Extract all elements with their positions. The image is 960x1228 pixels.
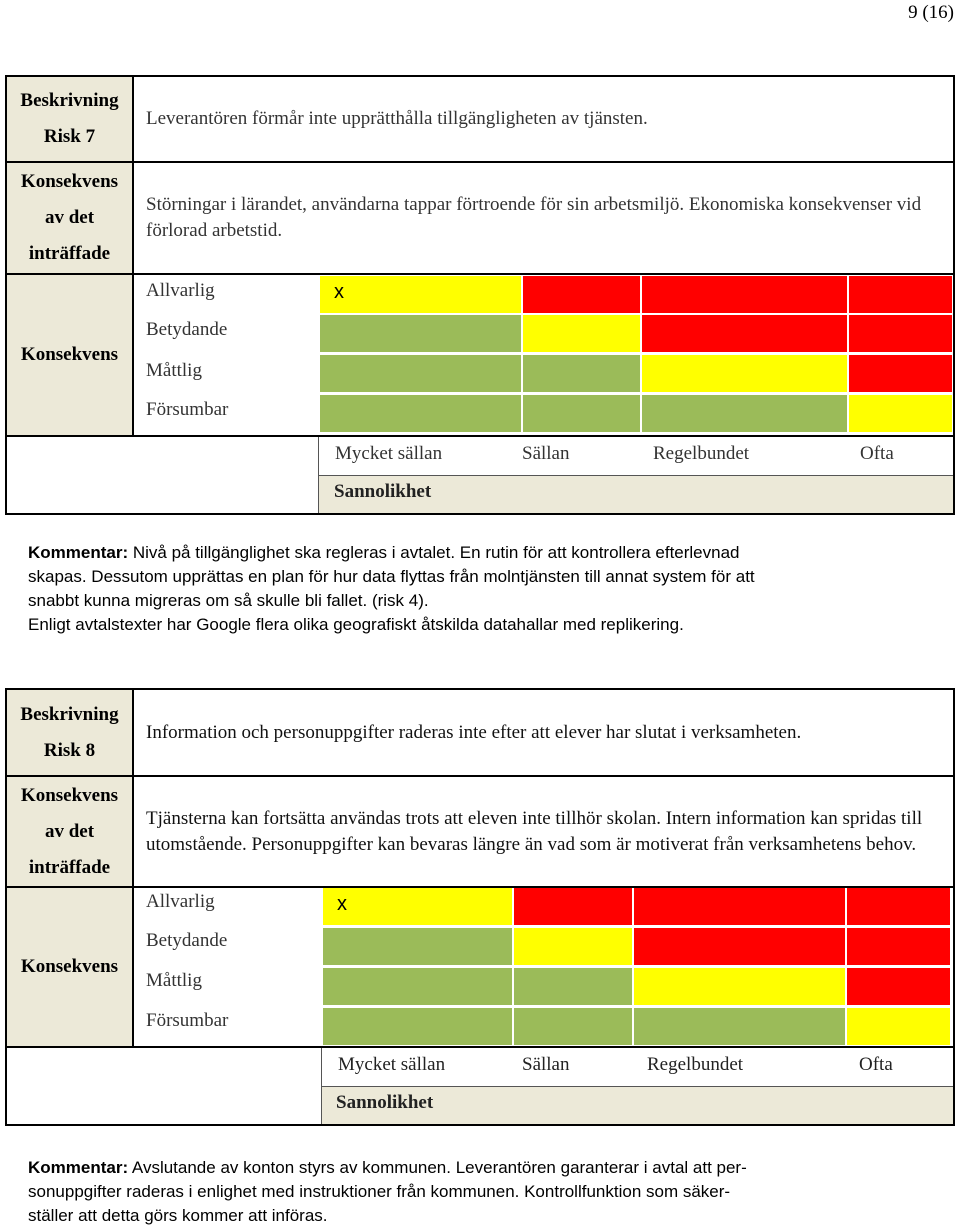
- description-header: [6, 76, 133, 162]
- comment-risk-7: [28, 541, 928, 637]
- matrix-cell: [323, 1008, 512, 1045]
- severity-label: Betydande: [146, 319, 228, 340]
- severity-label: Allvarlig: [146, 891, 215, 912]
- comment-text: snabbt kunna migreras om så skulle bli fallet. (risk 4).: [28, 591, 429, 610]
- likelihood-axis-title: Sannolikhet: [336, 1092, 434, 1113]
- consequence-header: [6, 776, 133, 887]
- empty-cell: [6, 1047, 133, 1125]
- matrix-header: Konsekvens: [6, 274, 133, 436]
- risk-number: Risk 8: [43, 739, 96, 761]
- severity-label: Försumbar: [146, 399, 229, 420]
- likelihood-label: Sällan: [522, 443, 570, 464]
- matrix-cell: [847, 888, 950, 925]
- matrix-cell: [523, 276, 640, 313]
- comment-label: Kommentar:: [28, 543, 129, 562]
- empty-cell: [6, 436, 133, 514]
- likelihood-label: Mycket sällan: [335, 443, 443, 464]
- page-number: 9 (16): [908, 2, 954, 23]
- comment-label: Kommentar:: [28, 1158, 129, 1177]
- matrix-cell: [849, 276, 952, 313]
- likelihood-axis: [133, 436, 954, 514]
- matrix-cell: [849, 315, 952, 352]
- matrix-cell: [642, 395, 847, 432]
- severity-label: Försumbar: [146, 1010, 229, 1031]
- matrix-header: Konsekvens: [6, 887, 133, 1047]
- likelihood-label: Ofta: [859, 1054, 893, 1075]
- matrix-cell: [642, 355, 847, 392]
- matrix-cell: [320, 276, 521, 313]
- description-header: [6, 689, 133, 776]
- comment-risk-8: [28, 1156, 928, 1228]
- matrix-cell: [847, 1008, 950, 1045]
- matrix-cell: [320, 315, 521, 352]
- matrix-cell: [849, 355, 952, 392]
- matrix-grid: [134, 888, 953, 1046]
- divider: [318, 437, 319, 475]
- matrix-cell: [642, 276, 847, 313]
- divider: [321, 1048, 322, 1086]
- matrix-cell: [320, 395, 521, 432]
- consequence-header-line: Konsekvens: [20, 784, 119, 806]
- comment-text: ställer att detta görs kommer att införas.: [28, 1206, 328, 1225]
- matrix-cell: [323, 968, 512, 1005]
- consequence-header-line: Konsekvens: [20, 171, 119, 192]
- matrix-cell: [642, 315, 847, 352]
- likelihood-axis-title: Sannolikhet: [334, 481, 432, 502]
- comment-text: Avslutande av konton styrs av kommunen. Leverantören garanterar i avtal att per-: [128, 1158, 747, 1177]
- consequence-text: Tjänsterna kan fortsätta användas trots att eleven inte tillhör skolan. Intern information kan spridas till utomstående. Personuppgifter kan bevaras längre än vad som är motiverat från verksamhetens behov.: [133, 776, 954, 887]
- matrix-cell: [634, 1008, 845, 1045]
- likelihood-axis: [133, 1047, 954, 1125]
- likelihood-label: Sällan: [522, 1054, 570, 1075]
- matrix-cell: [634, 928, 845, 965]
- matrix-cell: [523, 355, 640, 392]
- risk-mark: x: [337, 893, 347, 915]
- matrix-cell: [847, 928, 950, 965]
- matrix-cell: [323, 888, 512, 925]
- matrix-cell: [847, 968, 950, 1005]
- consequence-header-line: inträffade: [28, 856, 111, 878]
- matrix-grid: [134, 275, 953, 435]
- likelihood-label: Regelbundet: [647, 1054, 744, 1075]
- comment-text: Nivå på tillgänglighet ska regleras i avtalet. En rutin för att kontrollera efterlevnad: [128, 543, 740, 562]
- matrix-cell: [523, 315, 640, 352]
- consequence-header-line: inträffade: [28, 243, 111, 264]
- description-title: Beskrivning: [20, 90, 119, 111]
- comment-text: Enligt avtalstexter har Google flera olika geografiskt åtskilda datahallar med replikering.: [28, 615, 684, 634]
- risk-7-table: [5, 75, 955, 515]
- consequence-header-line: av det: [44, 207, 95, 228]
- matrix-cell: [849, 395, 952, 432]
- risk-matrix: [133, 274, 954, 436]
- consequence-text: Störningar i lärandet, användarna tappar förtroende för sin arbetsmiljö. Ekonomiska konsekvenser vid förlorad arbetstid.: [133, 162, 954, 274]
- likelihood-label: Ofta: [860, 443, 894, 464]
- consequence-header-line: av det: [44, 820, 95, 842]
- risk-number: Risk 7: [43, 126, 96, 147]
- risk-matrix: [133, 887, 954, 1047]
- consequence-header: [6, 162, 133, 274]
- matrix-cell: [514, 928, 632, 965]
- matrix-cell: [514, 968, 632, 1005]
- matrix-cell: [634, 968, 845, 1005]
- likelihood-label: Regelbundet: [653, 443, 750, 464]
- matrix-cell: [514, 888, 632, 925]
- matrix-cell: [523, 395, 640, 432]
- severity-label: Betydande: [146, 930, 228, 951]
- likelihood-label: Mycket sällan: [338, 1054, 446, 1075]
- risk-8-table: [5, 688, 955, 1126]
- description-title: Beskrivning: [20, 703, 119, 725]
- risk-mark: x: [334, 281, 344, 303]
- severity-label: Måttlig: [146, 360, 202, 381]
- matrix-cell: [323, 928, 512, 965]
- risk-description: Leverantören förmår inte upprätthålla tillgängligheten av tjänsten.: [133, 76, 954, 162]
- matrix-cell: [634, 888, 845, 925]
- severity-label: Allvarlig: [146, 280, 215, 301]
- matrix-cell: [514, 1008, 632, 1045]
- severity-label: Måttlig: [146, 970, 202, 991]
- comment-text: sonuppgifter raderas i enlighet med instruktioner från kommunen. Kontrollfunktion som säker-: [28, 1182, 731, 1201]
- matrix-cell: [320, 355, 521, 392]
- risk-description: Information och personuppgifter raderas inte efter att elever har slutat i verksamheten.: [133, 689, 954, 776]
- comment-text: skapas. Dessutom upprättas en plan för hur data flyttas från molntjänsten till annat system för att: [28, 567, 755, 586]
